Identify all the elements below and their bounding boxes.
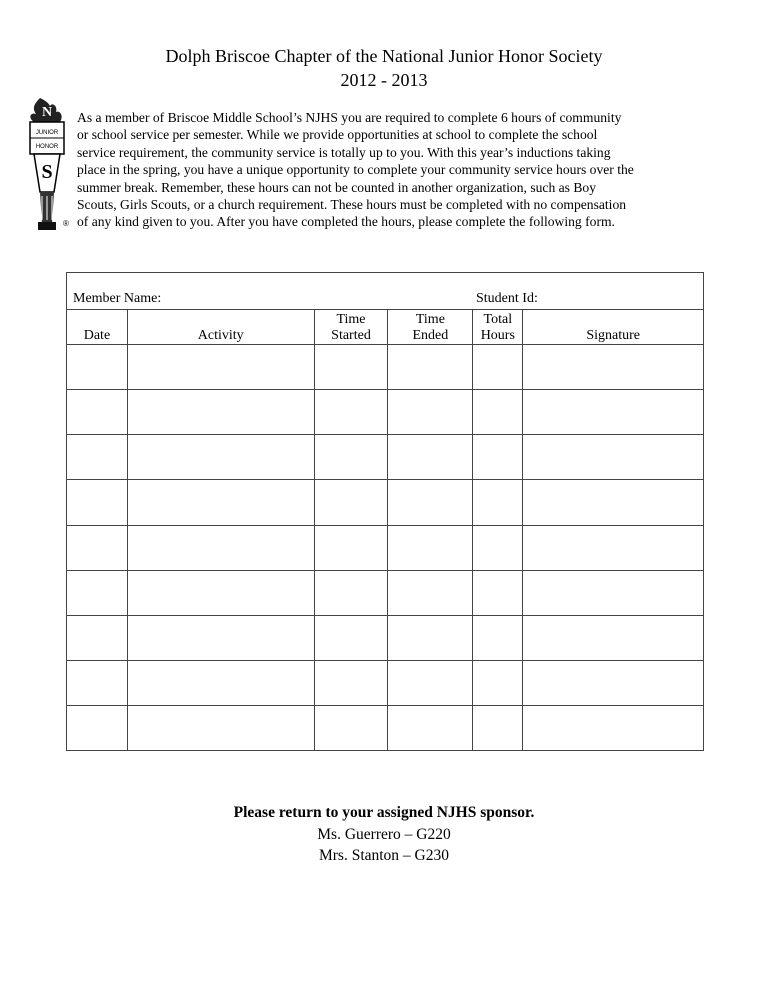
total-hours-cell[interactable] xyxy=(473,570,523,615)
column-header-signature: Signature xyxy=(523,310,704,345)
time-started-cell[interactable] xyxy=(314,480,388,525)
table-row xyxy=(67,660,704,705)
student-id-label: Student Id: xyxy=(476,291,538,306)
time-ended-cell[interactable] xyxy=(388,660,473,705)
total-hours-cell[interactable] xyxy=(473,660,523,705)
logo-text-bottom: HONOR xyxy=(35,144,59,150)
column-header-time-ended: Time Ended xyxy=(388,310,473,345)
time-started-cell[interactable] xyxy=(314,390,388,435)
table-row xyxy=(67,570,704,615)
activity-cell[interactable] xyxy=(127,435,314,480)
date-cell[interactable] xyxy=(67,480,128,525)
signature-cell[interactable] xyxy=(523,390,704,435)
signature-cell[interactable] xyxy=(523,525,704,570)
service-hours-table xyxy=(66,272,704,751)
column-header-time-started: Time Started xyxy=(314,310,388,345)
registered-mark: ® xyxy=(63,219,69,228)
name-row xyxy=(67,273,704,310)
signature-cell[interactable] xyxy=(523,345,704,390)
total-hours-cell[interactable] xyxy=(473,525,523,570)
date-cell[interactable] xyxy=(67,570,128,615)
header-row xyxy=(67,310,704,345)
time-started-cell[interactable] xyxy=(314,345,388,390)
total-hours-cell[interactable] xyxy=(473,390,523,435)
signature-cell[interactable] xyxy=(523,435,704,480)
sponsor-guerrero: Ms. Guerrero – G220 xyxy=(317,826,451,843)
intro-line: service requirement, the community service is totally up to you. With this year’s inductions taking xyxy=(77,144,611,160)
date-cell[interactable] xyxy=(67,390,128,435)
intro-line: As a member of Briscoe Middle School’s NJHS you are required to complete 6 hours of community xyxy=(77,110,622,125)
time-ended-cell[interactable] xyxy=(388,435,473,480)
intro-paragraph xyxy=(77,109,697,231)
intro-line: of any kind given to you. After you have completed the hours, please complete the following form. xyxy=(77,214,615,230)
date-cell[interactable] xyxy=(67,615,128,660)
time-started-cell[interactable] xyxy=(314,570,388,615)
time-ended-cell[interactable] xyxy=(388,570,473,615)
signature-cell[interactable] xyxy=(523,480,704,525)
activity-cell[interactable] xyxy=(127,660,314,705)
activity-cell[interactable] xyxy=(127,345,314,390)
signature-cell[interactable] xyxy=(523,705,704,750)
torch-icon xyxy=(24,96,70,236)
time-started-cell[interactable] xyxy=(314,660,388,705)
member-name-label: Member Name: xyxy=(73,291,162,306)
time-started-cell[interactable] xyxy=(314,525,388,570)
total-hours-cell[interactable] xyxy=(473,480,523,525)
page-title: Dolph Briscoe Chapter of the National Junior Honor Society xyxy=(165,46,603,66)
table-row xyxy=(67,525,704,570)
total-hours-cell[interactable] xyxy=(473,705,523,750)
date-cell[interactable] xyxy=(67,525,128,570)
intro-line: or school service per semester. While we provide opportunities at school to complete the school xyxy=(77,127,598,143)
table-row xyxy=(67,480,704,525)
date-cell[interactable] xyxy=(67,705,128,750)
table-row xyxy=(67,435,704,480)
column-header-total-hours: Total Hours xyxy=(473,310,523,345)
activity-cell[interactable] xyxy=(127,525,314,570)
activity-cell[interactable] xyxy=(127,570,314,615)
time-started-cell[interactable] xyxy=(314,435,388,480)
time-ended-cell[interactable] xyxy=(388,705,473,750)
total-hours-cell[interactable] xyxy=(473,435,523,480)
total-hours-cell[interactable] xyxy=(473,345,523,390)
column-header-activity: Activity xyxy=(127,310,314,345)
intro-line: Scouts, Girls Scouts, or a church requirement. These hours must be completed with no compensation xyxy=(77,197,627,213)
time-started-cell[interactable] xyxy=(314,705,388,750)
table-row xyxy=(67,705,704,750)
time-ended-cell[interactable] xyxy=(388,345,473,390)
logo-letter-n: N xyxy=(41,105,53,120)
table-row xyxy=(67,615,704,660)
time-ended-cell[interactable] xyxy=(388,615,473,660)
time-ended-cell[interactable] xyxy=(388,480,473,525)
time-started-cell[interactable] xyxy=(314,615,388,660)
school-year: 2012 - 2013 xyxy=(340,70,428,90)
column-header-date: Date xyxy=(67,310,128,345)
activity-cell[interactable] xyxy=(127,390,314,435)
activity-cell[interactable] xyxy=(127,705,314,750)
signature-cell[interactable] xyxy=(523,615,704,660)
table-row xyxy=(67,390,704,435)
date-cell[interactable] xyxy=(67,435,128,480)
intro-line: place in the spring, you have a unique opportunity to complete your community service hours over the xyxy=(77,162,634,178)
signature-cell[interactable] xyxy=(523,660,704,705)
activity-cell[interactable] xyxy=(127,615,314,660)
date-cell[interactable] xyxy=(67,660,128,705)
return-instruction: Please return to your assigned NJHS sponsor. xyxy=(233,804,535,821)
logo-letter-s: S xyxy=(41,161,53,183)
date-cell[interactable] xyxy=(67,345,128,390)
time-ended-cell[interactable] xyxy=(388,390,473,435)
table-row xyxy=(67,345,704,390)
total-hours-cell[interactable] xyxy=(473,615,523,660)
signature-cell[interactable] xyxy=(523,570,704,615)
time-ended-cell[interactable] xyxy=(388,525,473,570)
logo-text-top: JUNIOR xyxy=(35,130,59,136)
activity-cell[interactable] xyxy=(127,480,314,525)
sponsor-stanton: Mrs. Stanton – G230 xyxy=(318,847,450,864)
intro-line: summer break. Remember, these hours can not be counted in another organization, such as Boy xyxy=(77,179,597,195)
